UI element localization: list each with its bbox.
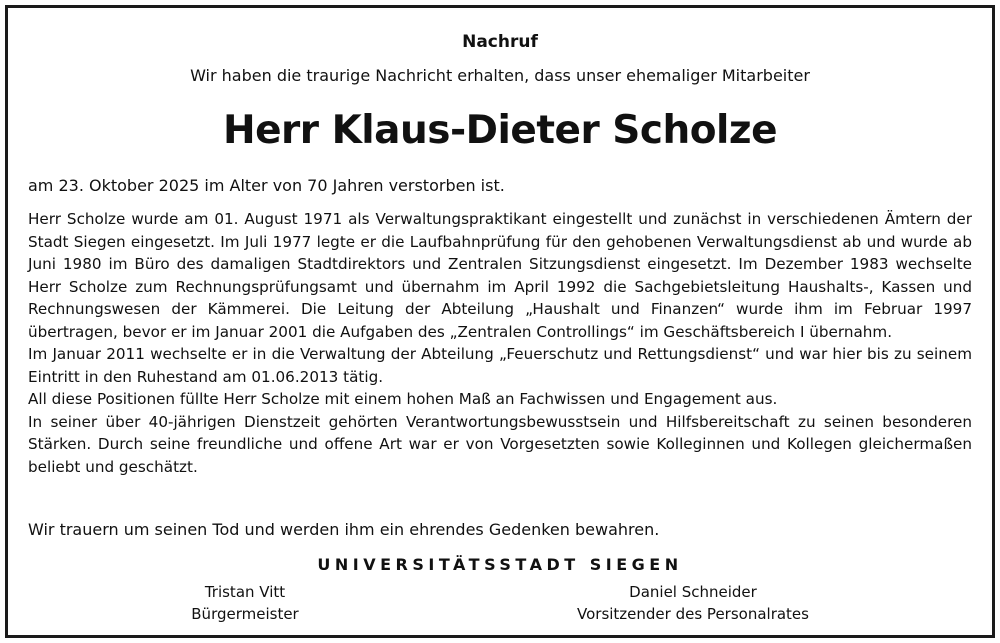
biography-paragraph: Im Januar 2011 wechselte er in die Verwaltung der Abteilung „Feuerschutz und Rettungsdienst“ und war hier bis zu seinem Eintritt in den Ruhestand am 01.06.2013 tätig. (28, 345, 972, 386)
death-line: am 23. Oktober 2025 im Alter von 70 Jahren verstorben ist. (28, 176, 505, 195)
biography-paragraph: Herr Scholze wurde am 01. August 1971 als Verwaltungspraktikant eingestellt und zunächst in verschiedenen Ämtern der Stadt Siegen eingesetzt. Im Juli 1977 legte er die Laufbahnprüfung für den gehobenen Verwaltungsdienst ab und wurde ab Juni 1980 im Büro des damaligen Stadtdirektors und Zentralen Sitzungsdienst eingesetzt. Im Dezember 1983 wechselte Herr Scholze zum Rechnungsprüfungsamt und übernahm im April 1992 die Sachgebietsleitung Haushalts-, Kassen und Rechnungswesen der Kämmerei. Die Leitung der Abteilung „Haushalt und Finanzen“ wurde ihm im Februar 1997 übertragen, bevor er im Januar 2001 die Aufgaben des „Zentralen Controllings“ im Geschäftsbereich I übernahm. (28, 210, 972, 341)
signatory-title: Vorsitzender des Personalrates (577, 605, 809, 623)
signatory-left (95, 581, 395, 625)
biography-paragraph: All diese Positionen füllte Herr Scholze mit einem hohen Maß an Fachwissen und Engagement aus. (28, 390, 778, 408)
signatory-right (543, 581, 843, 625)
organization-name: UNIVERSITÄTSSTADT SIEGEN (317, 555, 683, 574)
intro-line: Wir haben die traurige Nachricht erhalten, dass unser ehemaliger Mitarbeiter (190, 66, 810, 85)
closing-line: Wir trauern um seinen Tod und werden ihm ein ehrendes Gedenken bewahren. (28, 520, 660, 539)
signatory-name: Tristan Vitt (204, 583, 286, 601)
signatory-title: Bürgermeister (191, 605, 299, 623)
signatory-name: Daniel Schneider (629, 583, 757, 601)
notice-heading: Nachruf (462, 32, 538, 52)
obituary-notice (5, 5, 995, 638)
biography-paragraph: In seiner über 40-jährigen Dienstzeit gehörten Verantwortungsbewusstsein und Hilfsbereitschaft zu seinen besonderen Stärken. Durch seine freundliche und offene Art war er von Vorgesetzten sowie Kolleginnen und Kollegen gleichermaßen beliebt und geschätzt. (28, 412, 972, 476)
deceased-name: Herr Klaus-Dieter Scholze (222, 108, 778, 153)
biography (28, 208, 972, 478)
